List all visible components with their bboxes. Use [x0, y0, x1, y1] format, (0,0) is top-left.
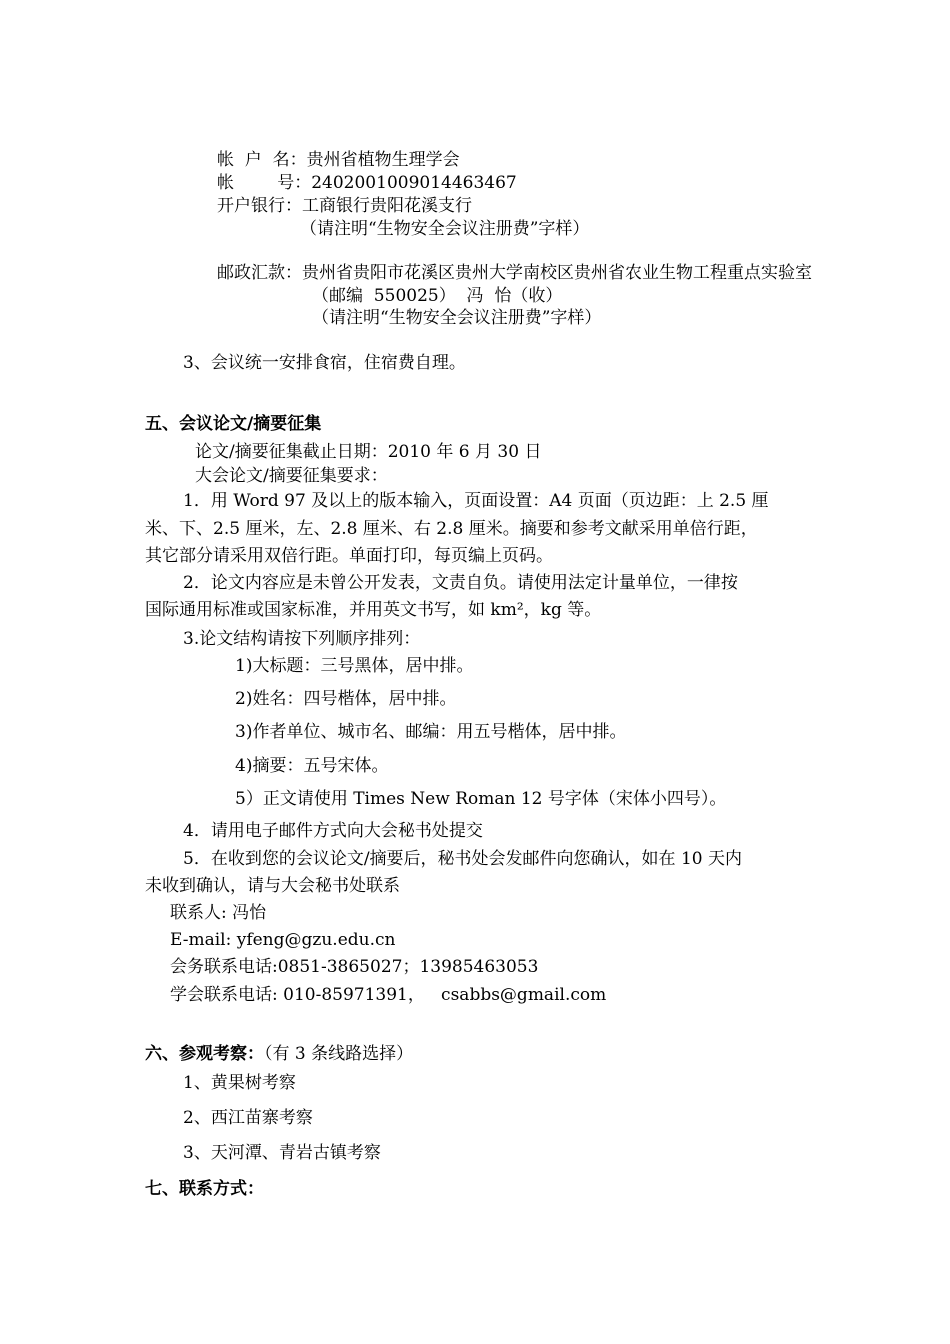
section6-heading-line: [145, 1043, 413, 1065]
bank-note-line: （请注明“生物安全会议注册费”字样）: [300, 219, 590, 239]
postal-note-line: （请注明“生物安全会议注册费”字样）: [312, 308, 602, 328]
route-item: 1、黄果树考察: [183, 1073, 296, 1093]
conference-phone: 会务联系电话:0851-3865027；13985463053: [170, 957, 539, 977]
req5-line1: 5．在收到您的会议论文/摘要后，秘书处会发邮件向您确认，如在 10 天内: [183, 849, 742, 869]
account-name-line: 帐 户 名：贵州省植物生理学会: [217, 150, 460, 170]
contact-person: 联系人: 冯怡: [170, 903, 267, 923]
section7-heading: 七、联系方式：: [145, 1179, 264, 1199]
structure-item: 2)姓名：四号楷体，居中排。: [235, 689, 457, 709]
deadline-line: 论文/摘要征集截止日期：2010 年 6 月 30 日: [195, 442, 542, 462]
structure-item: 4)摘要：五号宋体。: [235, 756, 389, 776]
req1-line1: 1．用 Word 97 及以上的版本输入，页面设置：A4 页面（页边距：上 2.5 厘: [183, 491, 769, 511]
bank-line: 开户银行：工商银行贵阳花溪支行: [217, 196, 472, 216]
route-item: 2、西江苗寨考察: [183, 1108, 313, 1128]
structure-item: 3)作者单位、城市名、邮编：用五号楷体，居中排。: [235, 722, 627, 742]
section6-heading: 六、参观考察：: [145, 1044, 264, 1064]
account-number-line: 帐 号：2402001009014463467: [217, 173, 517, 193]
structure-item: 1)大标题：三号黑体，居中排。: [235, 656, 474, 676]
req1-line2: 米、下、2.5 厘米，左、2.8 厘米、右 2.8 厘米。摘要和参考文献采用单倍行距，: [145, 519, 758, 539]
requirements-intro: 大会论文/摘要征集要求：: [195, 466, 388, 486]
req2-line1: 2．论文内容应是未曾公开发表，文责自负。请使用法定计量单位，一律按: [183, 573, 738, 593]
section5-heading: 五、会议论文/摘要征集: [145, 414, 322, 434]
society-phone: 学会联系电话: 010-85971391， csabbs@gmail.com: [170, 985, 607, 1005]
route-item: 3、天河潭、青岩古镇考察: [183, 1143, 381, 1163]
accommodation-item: 3、会议统一安排食宿，住宿费自理。: [183, 353, 466, 373]
req2-line2: 国际通用标准或国家标准，并用英文书写，如 km²，kg 等。: [145, 600, 602, 620]
req3-intro: 3.论文结构请按下列顺序排列：: [183, 629, 421, 649]
postal-address-line: 邮政汇款：贵州省贵阳市花溪区贵州大学南校区贵州省农业生物工程重点实验室: [217, 263, 812, 283]
contact-email: E-mail: yfeng@gzu.edu.cn: [170, 930, 396, 950]
req1-line3: 其它部分请采用双倍行距。单面打印，每页编上页码。: [145, 546, 553, 566]
postal-code-line: （邮编 550025） 冯 怡（收）: [312, 286, 563, 306]
req5-line2: 未收到确认，请与大会秘书处联系: [145, 876, 400, 896]
req4-line: 4．请用电子邮件方式向大会秘书处提交: [183, 821, 483, 841]
section6-heading-note: （有 3 条线路选择）: [264, 1044, 414, 1064]
structure-item: 5）正文请使用 Times New Roman 12 号字体（宋体小四号）。: [235, 789, 727, 809]
